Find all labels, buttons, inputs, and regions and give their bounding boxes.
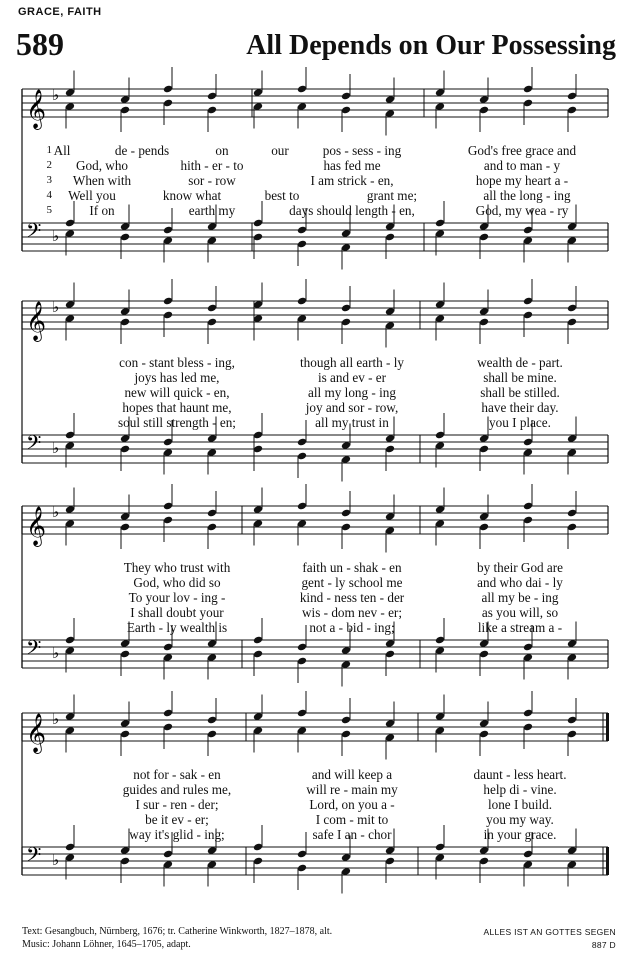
treble-notes (65, 691, 577, 760)
key-signature-flat-icon: ♭ (52, 298, 60, 316)
lyric-phrase: Lord, on you a - (309, 797, 395, 812)
bass-clef-icon: 𝄢 (26, 431, 42, 459)
verse-number: 4 (46, 189, 52, 201)
lyric-phrase: will re - main my (306, 782, 398, 797)
lyric-line (40, 158, 620, 173)
lyric-phrase: you my way. (486, 812, 554, 827)
lyric-phrase: Well you (68, 188, 116, 203)
lyric-phrase: God, who did so (133, 575, 221, 590)
lyric-phrase: shall be mine. (483, 370, 557, 385)
lyric-phrase: faith un - shak - en (302, 560, 402, 575)
lyric-phrase: wis - dom nev - er; (302, 605, 402, 620)
lyric-line (40, 605, 620, 620)
lyric-phrase: all my long - ing (308, 385, 396, 400)
lyric-phrase: gent - ly school me (301, 575, 403, 590)
bass-clef-icon: 𝄢 (26, 843, 42, 871)
lyric-line (40, 355, 620, 370)
lyric-phrase: is and ev - er (317, 370, 387, 385)
lyric-phrase: and to man - y (483, 158, 561, 173)
lyric-line (40, 620, 620, 635)
lyric-phrase: on (215, 143, 229, 158)
lyric-phrase: lone I build. (487, 797, 553, 812)
lyric-phrase: all my trust in (315, 415, 389, 430)
lyric-phrase: To your lov - ing - (128, 590, 226, 605)
treble-staff (22, 710, 608, 754)
lyric-phrase: pos - sess - ing (322, 143, 402, 158)
lyric-phrase: be it ev - er; (145, 812, 209, 827)
lyric-phrase: all the long - ing (483, 188, 571, 203)
lyric-phrase: hith - er - to (180, 158, 244, 173)
lyric-phrase: earth my (188, 203, 236, 218)
lyric-phrase: sor - row (188, 173, 236, 188)
lyric-phrase: de - pends (114, 143, 170, 158)
treble-staff (22, 86, 608, 130)
lyric-phrase: guides and rules me, (122, 782, 232, 797)
lyric-phrase: know what (162, 188, 222, 203)
lyric-phrase: have their day. (481, 400, 559, 415)
lyric-phrase: our (271, 143, 289, 158)
lyric-phrase: like a stream a - (477, 620, 563, 635)
lyric-line (40, 812, 620, 827)
lyric-phrase: God, my wea - ry (475, 203, 569, 218)
lyric-phrase: not for - sak - en (133, 767, 221, 782)
lyric-line (40, 797, 620, 812)
verse-number: 1 (46, 144, 52, 156)
lyric-phrase: I com - mit to (315, 812, 389, 827)
lyric-phrase: Earth - ly wealth is (126, 620, 228, 635)
lyric-phrase: all my be - ing (481, 590, 559, 605)
lyric-phrase: not a - bid - ing; (309, 620, 395, 635)
lyric-phrase: though all earth - ly (299, 355, 405, 370)
tune-name: ALLES IST AN GOTTES SEGEN (483, 927, 616, 937)
lyric-line (40, 782, 620, 797)
hymn-number: 589 (16, 26, 64, 62)
treble-clef-icon: 𝄞 (26, 713, 47, 753)
bass-clef-icon: 𝄢 (26, 636, 42, 664)
music-credit: Music: Johann Löhner, 1645–1705, adapt. (22, 939, 191, 950)
lyric-phrase: soul still strength - en; (118, 415, 236, 430)
lyric-phrase: best to (264, 188, 300, 203)
lyric-phrase: joy and sor - row, (305, 400, 399, 415)
lyric-line (40, 827, 620, 842)
lyric-line (40, 575, 620, 590)
lyric-phrase: you I place. (489, 415, 551, 430)
lyric-phrase: safe I an - chor (312, 827, 392, 842)
lyric-phrase: grant me; (366, 188, 418, 203)
bass-clef-icon: 𝄢 (26, 219, 42, 247)
lyric-phrase: All (53, 143, 71, 158)
key-signature-flat-icon: ♭ (52, 644, 60, 662)
lyric-line (40, 415, 620, 430)
bass-staff (22, 636, 608, 668)
lyric-phrase: by their God are (476, 560, 564, 575)
lyric-phrase: hopes that haunt me, (122, 400, 232, 415)
lyric-phrase: and who dai - ly (477, 575, 563, 590)
treble-notes (65, 279, 577, 348)
treble-clef-icon: 𝄞 (26, 301, 47, 341)
lyric-phrase: as you will, so (481, 605, 559, 620)
key-signature-flat-icon: ♭ (52, 227, 60, 245)
hymn-title: All Depends on Our Possessing (246, 30, 616, 61)
lyric-phrase: shall be stilled. (480, 385, 560, 400)
lyric-phrase: in your grace. (483, 827, 557, 842)
verse-number: 3 (46, 174, 52, 186)
lyric-line (40, 385, 620, 400)
lyric-phrase: hope my heart a - (475, 173, 569, 188)
lyric-phrase: wealth de - part. (477, 355, 563, 370)
lyric-phrase: I shall doubt your (130, 605, 224, 620)
lyric-line (40, 143, 620, 158)
lyric-line (40, 767, 620, 782)
lyric-phrase: They who trust with (123, 560, 231, 575)
lyric-phrase: kind - ness ten - der (299, 590, 405, 605)
lyric-phrase: God, who (75, 158, 129, 173)
lyric-line (40, 400, 620, 415)
key-signature-flat-icon: ♭ (52, 439, 60, 457)
lyric-line (40, 560, 620, 575)
lyric-phrase: When with (72, 173, 132, 188)
treble-staff (22, 503, 608, 547)
treble-clef-icon: 𝄞 (26, 89, 47, 129)
lyric-phrase: I sur - ren - der; (135, 797, 219, 812)
treble-notes (65, 484, 577, 553)
lyric-phrase: joys has led me, (134, 370, 220, 385)
lyric-phrase: help di - vine. (483, 782, 557, 797)
lyric-line (40, 173, 620, 188)
key-signature-flat-icon: ♭ (52, 503, 60, 521)
lyric-phrase: If on (89, 203, 115, 218)
lyric-phrase: and will keep a (311, 767, 393, 782)
lyric-line (40, 203, 620, 218)
bass-staff (22, 219, 608, 251)
key-signature-flat-icon: ♭ (52, 710, 60, 728)
verse-number: 5 (46, 204, 52, 216)
meter: 887 D (591, 940, 616, 950)
key-signature-flat-icon: ♭ (52, 851, 60, 869)
lyric-line (40, 370, 620, 385)
treble-clef-icon: 𝄞 (26, 506, 47, 546)
lyric-line (40, 188, 620, 203)
treble-staff (22, 298, 608, 342)
bass-staff (22, 431, 608, 463)
lyric-phrase: God's free grace and (467, 143, 577, 158)
bass-staff (22, 843, 608, 875)
topic-heading: GRACE, FAITH (18, 6, 102, 18)
key-signature-flat-icon: ♭ (52, 86, 60, 104)
lyric-phrase: new will quick - en, (124, 385, 230, 400)
lyric-phrase: I am strick - en, (310, 173, 394, 188)
lyric-phrase: con - stant bless - ing, (119, 355, 235, 370)
treble-notes (65, 67, 577, 136)
text-credit: Text: Gesangbuch, Nürnberg, 1676; tr. Catherine Winkworth, 1827–1878, alt. (22, 926, 333, 937)
lyric-line (40, 590, 620, 605)
verse-number: 2 (46, 159, 52, 171)
lyric-phrase: has fed me (323, 158, 381, 173)
lyric-phrase: daunt - less heart. (473, 767, 567, 782)
lyric-phrase: days should length - en, (289, 203, 415, 218)
lyric-phrase: way it's glid - ing; (129, 827, 225, 842)
